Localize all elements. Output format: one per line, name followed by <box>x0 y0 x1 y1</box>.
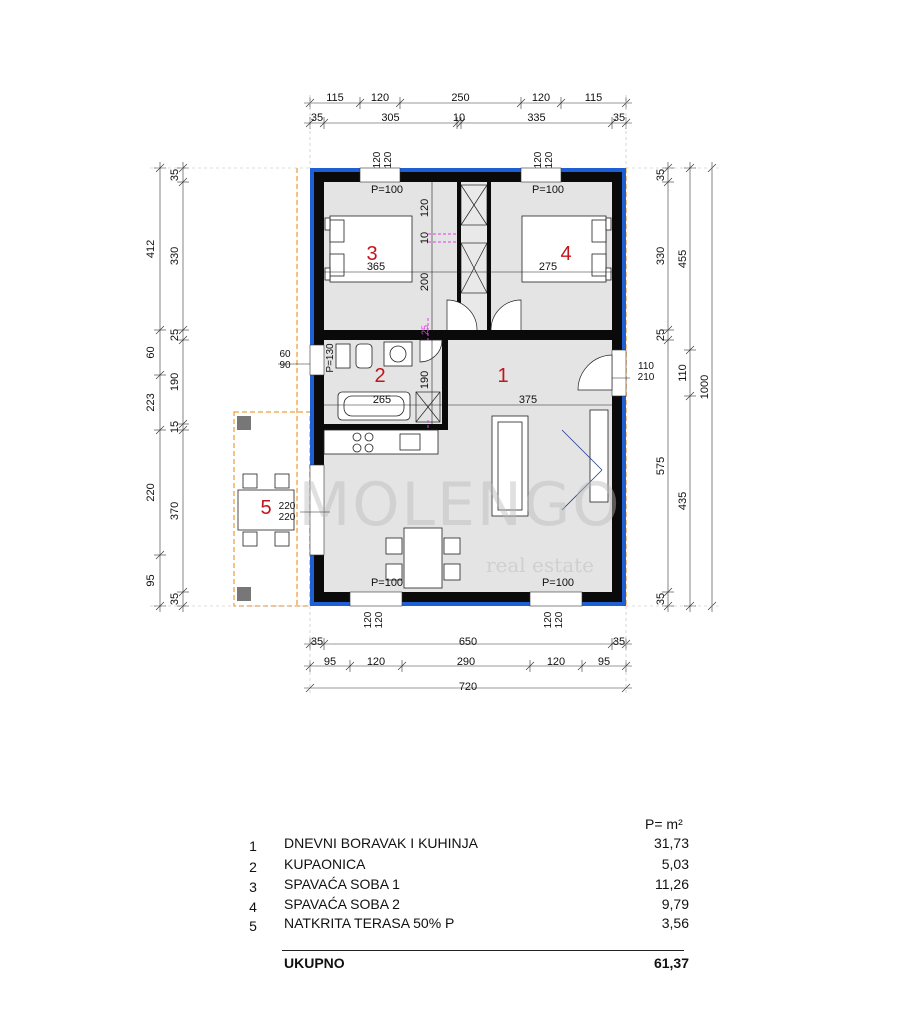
dim-left-2: 330 <box>169 246 181 266</box>
door-label-entry: 110 210 <box>637 361 655 383</box>
dim-right: 35 <box>655 168 667 182</box>
window-label-bath: 60 90 <box>279 349 291 371</box>
dim-left: 220 <box>145 483 157 502</box>
window-label-top-left: 120120 <box>372 151 394 169</box>
dim-right: 25 <box>655 328 667 342</box>
table-row-number: 4 <box>249 899 257 915</box>
dim-top-2: 335 <box>527 112 546 124</box>
dim-left-2: 370 <box>169 501 181 521</box>
dim-left: 223 <box>145 393 157 412</box>
column-icon <box>237 416 251 430</box>
parapet-dining: P=100 <box>370 577 404 589</box>
dim-right: 575 <box>655 456 667 476</box>
door-label-terrace: 220 220 <box>278 501 296 523</box>
area-unit: P= m² <box>645 816 683 832</box>
table-row-area: 5,03 <box>661 856 689 872</box>
table-row-name: SPAVAĆA SOBA 1 <box>284 876 400 892</box>
table-row-number: 3 <box>249 879 257 895</box>
dim-pink: 25 <box>420 324 430 336</box>
total-label: UKUPNO <box>284 955 345 971</box>
dim-top: 120 <box>531 92 551 104</box>
dim-left: 412 <box>145 239 157 259</box>
dim-left: 95 <box>145 574 157 587</box>
dim-corridor-2: 10 <box>419 231 431 245</box>
dim-top: 115 <box>584 92 603 104</box>
total-value: 61,37 <box>653 955 689 971</box>
dim-right: 35 <box>655 592 667 606</box>
dim-living-width: 375 <box>518 394 538 406</box>
dim-top: 120 <box>370 92 390 104</box>
dim-right: 330 <box>655 246 667 266</box>
dim-bath-width: 265 <box>372 394 392 406</box>
dim-left-2: 35 <box>169 592 181 606</box>
dim-left-2: 25 <box>169 328 181 342</box>
dim-bottom-2: 290 <box>456 656 476 668</box>
watermark-main: MOLENGO <box>298 470 622 540</box>
dim-bottom-2: 95 <box>597 656 611 668</box>
dim-bottom-2: 120 <box>546 656 566 668</box>
table-row-area: 31,73 <box>653 835 689 851</box>
table-row-name: NATKRITA TERASA 50% P <box>284 915 455 931</box>
dim-right-2: 110 <box>677 364 689 382</box>
dim-left: 60 <box>145 346 157 359</box>
table-row-name: SPAVAĆA SOBA 2 <box>284 896 400 912</box>
dim-bottom-2: 95 <box>323 656 337 668</box>
kitchen-counter <box>324 430 438 454</box>
dim-top: 250 <box>451 92 470 104</box>
room-number-4: 4 <box>560 243 572 265</box>
dim-top: 115 <box>326 92 344 104</box>
table-row-area: 3,56 <box>661 915 689 931</box>
dim-top-2: 35 <box>612 112 626 124</box>
window-label-top-right: 120120 <box>533 151 555 169</box>
dim-bottom-total: 720 <box>458 681 478 693</box>
table-row-number: 5 <box>249 918 257 934</box>
dim-left-2: 35 <box>169 168 181 182</box>
dim-left-2: 190 <box>169 372 181 392</box>
dim-left-2: 15 <box>169 420 181 434</box>
watermark-sub: real estate <box>485 553 595 577</box>
dim-bottom: 35 <box>612 636 626 648</box>
room-number-1: 1 <box>497 365 509 387</box>
dim-corridor-1: 120 <box>419 198 431 218</box>
table-row-area: 11,26 <box>655 876 689 892</box>
dim-room3-width: 365 <box>366 261 386 273</box>
dim-corridor-3: 200 <box>419 272 431 292</box>
parapet-room3: P=100 <box>370 184 404 196</box>
dim-bottom-2: 120 <box>366 656 386 668</box>
table-row-area: 9,79 <box>661 896 689 912</box>
parapet-room4: P=100 <box>531 184 565 196</box>
room-number-3: 3 <box>366 243 378 265</box>
room-number-2: 2 <box>374 365 386 387</box>
window-label-bottom-right: 120120 <box>543 611 565 629</box>
column-icon <box>237 587 251 601</box>
dim-top-2: 35 <box>310 112 324 124</box>
table-row-number: 1 <box>249 838 257 854</box>
table-row-number: 2 <box>249 859 257 875</box>
parapet-bath: P=130 <box>325 343 336 373</box>
dim-room4-width: 275 <box>538 261 558 273</box>
dim-bottom: 650 <box>458 636 478 648</box>
dim-right-2: 435 <box>677 491 689 511</box>
table-row-name: DNEVNI BORAVAK I KUHINJA <box>284 835 478 851</box>
table-divider <box>282 950 684 951</box>
dim-top-2: 305 <box>381 112 400 124</box>
window-label-bottom-left: 120120 <box>363 611 385 629</box>
dim-right-2: 455 <box>677 249 689 269</box>
dim-top-2: 10 <box>452 112 466 124</box>
parapet-living: P=100 <box>541 577 575 589</box>
dim-right-total: 1000 <box>699 374 711 400</box>
table-row-name: KUPAONICA <box>284 856 366 872</box>
dim-bath-height: 190 <box>419 370 431 390</box>
room-number-5: 5 <box>260 497 272 519</box>
dim-bottom: 35 <box>310 636 324 648</box>
